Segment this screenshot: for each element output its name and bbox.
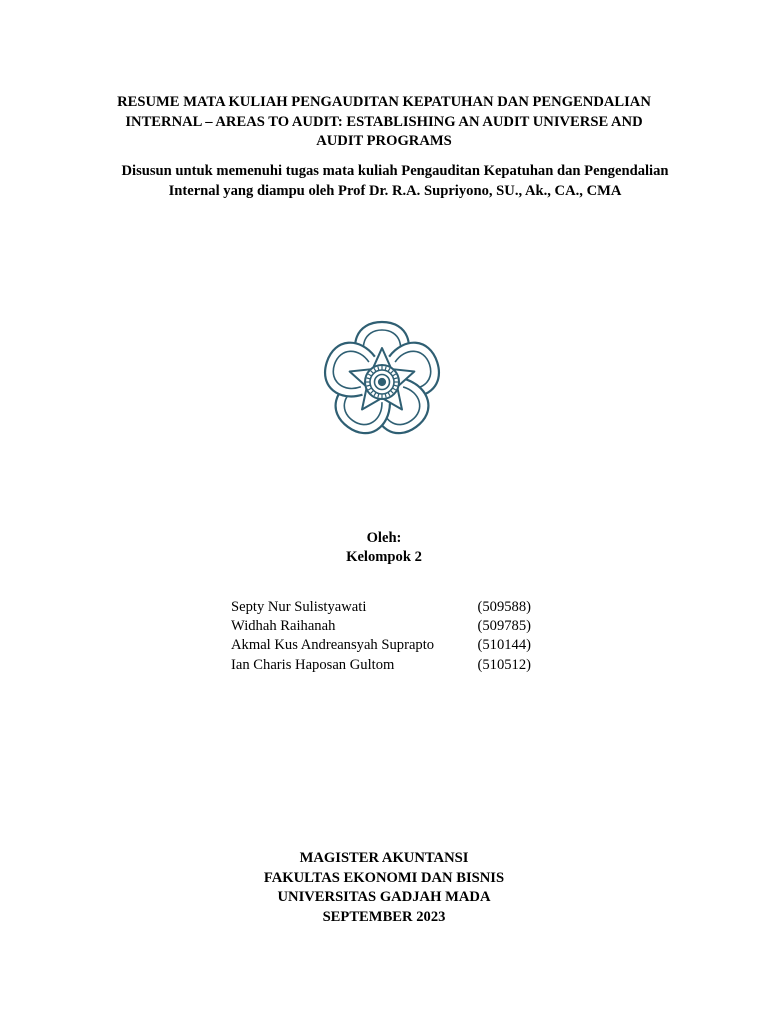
member-id: (510512) — [477, 656, 531, 673]
member-name: Ian Charis Haposan Gultom — [231, 656, 395, 673]
title-line-3: AUDIT PROGRAMS — [316, 133, 452, 149]
title-line-2: INTERNAL – AREAS TO AUDIT: ESTABLISHING AN AUDIT UNIVERSE AND — [125, 113, 643, 130]
document-date: SEPTEMBER 2023 — [322, 908, 446, 925]
faculty-name: FAKULTAS EKONOMI DAN BISNIS — [263, 869, 505, 886]
member-id: (509785) — [477, 618, 531, 635]
list-item — [231, 598, 531, 617]
document-title — [80, 93, 688, 152]
subtitle-line-1: Disusun untuk memenuhi tugas mata kuliah Pengauditan Kepatuhan dan Pengendalian — [121, 163, 669, 179]
university-seal-icon — [320, 318, 444, 442]
institution-block — [184, 849, 584, 927]
group-label: Kelompok 2 — [346, 549, 422, 565]
member-id: (509588) — [477, 599, 531, 615]
member-id: (510144) — [477, 637, 531, 654]
list-item — [231, 656, 531, 675]
member-name: Widhah Raihanah — [231, 618, 336, 635]
title-line-1: RESUME MATA KULIAH PENGAUDITAN KEPATUHAN DAN PENGENDALIAN — [117, 94, 651, 110]
member-name: Septy Nur Sulistyawati — [231, 599, 367, 615]
group-heading — [284, 529, 484, 567]
program-name: MAGISTER AKUNTANSI — [299, 850, 469, 866]
by-label: Oleh: — [366, 530, 402, 546]
member-name: Akmal Kus Andreansyah Suprapto — [231, 637, 435, 654]
list-item — [231, 617, 531, 636]
document-subtitle — [80, 161, 710, 201]
university-name: UNIVERSITAS GADJAH MADA — [277, 889, 491, 906]
member-list — [231, 598, 531, 675]
subtitle-line-2: Internal yang diampu oleh Prof Dr. R.A. Supriyono, SU., Ak., CA., CMA — [168, 183, 622, 199]
list-item — [231, 636, 531, 655]
